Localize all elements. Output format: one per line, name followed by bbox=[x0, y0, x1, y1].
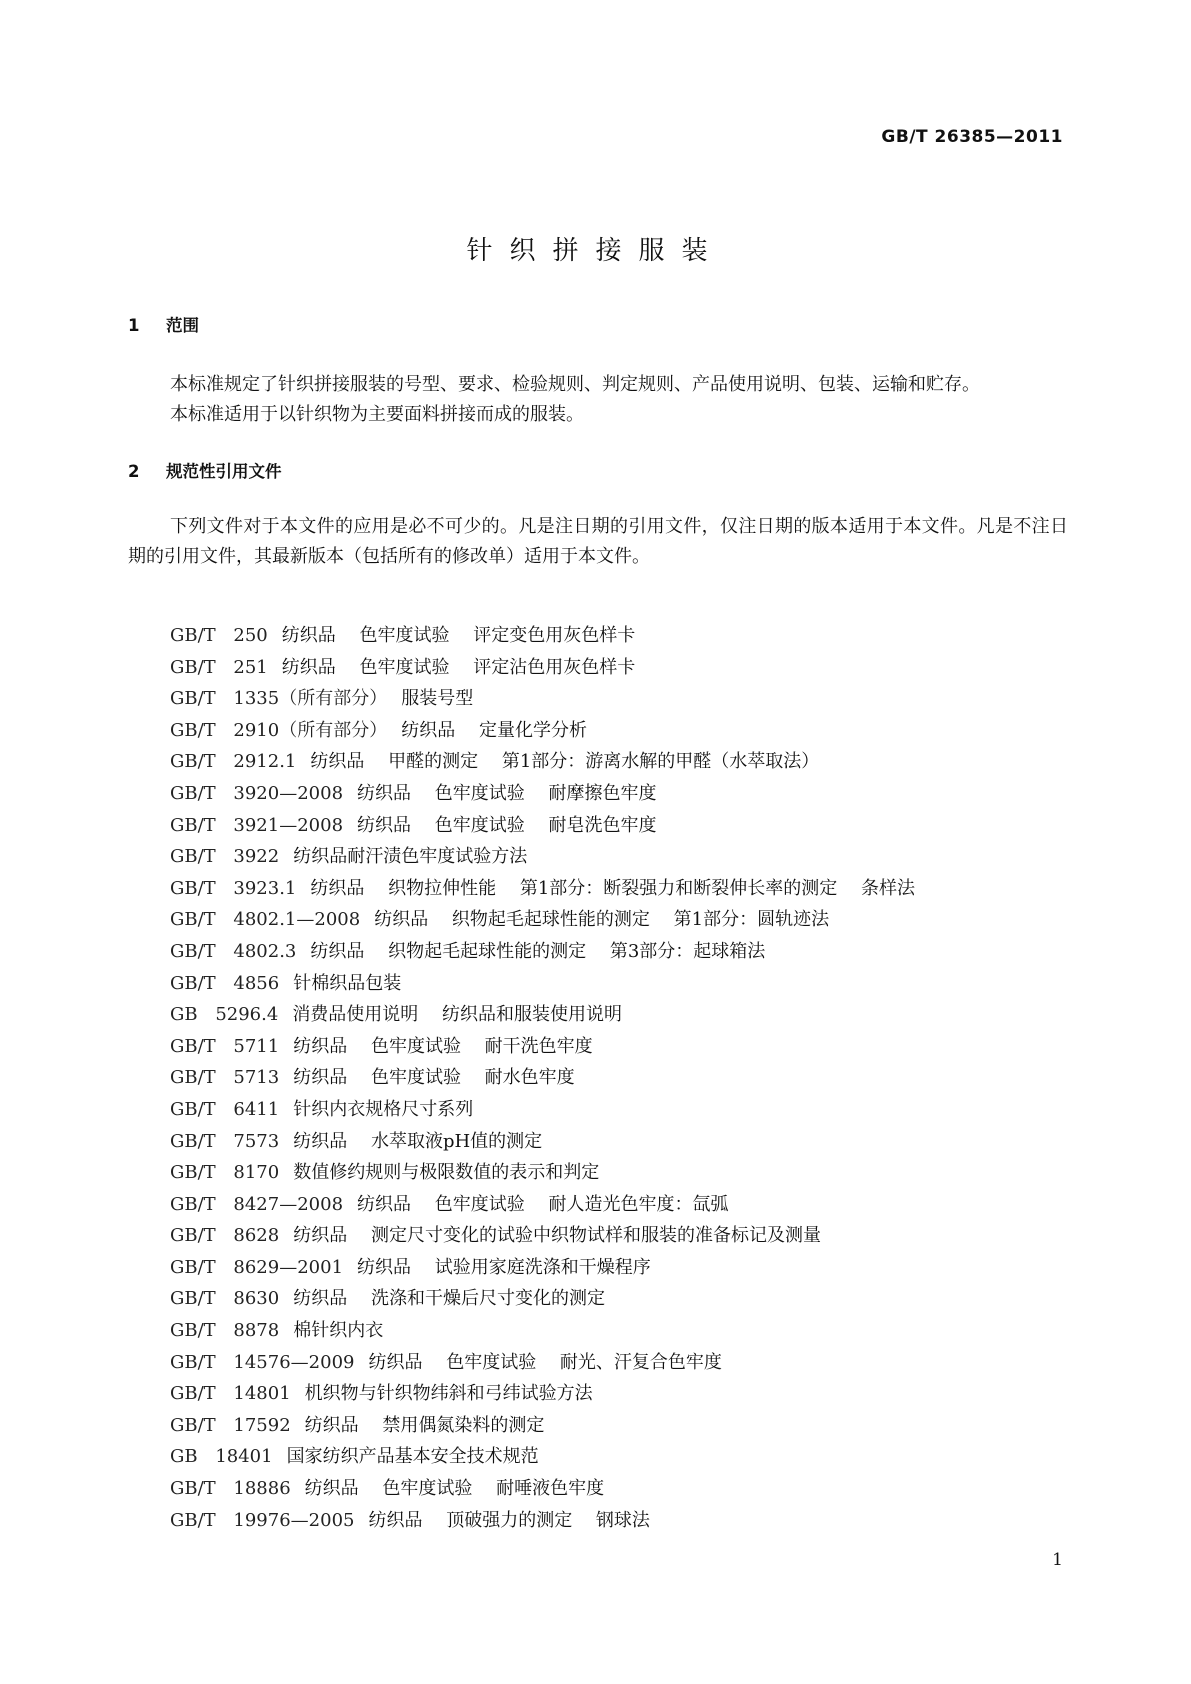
reference-title: 针织内衣规格尺寸系列 bbox=[293, 1098, 474, 1120]
reference-item bbox=[170, 1441, 915, 1473]
reference-title: 纺织品 织物拉伸性能 第1部分：断裂强力和断裂伸长率的测定 条样法 bbox=[310, 877, 916, 899]
reference-code: GB/T 4802.3 bbox=[170, 940, 297, 962]
reference-code: GB/T 2910（所有部分） bbox=[170, 719, 388, 741]
reference-title: 纺织品 禁用偶氮染料的测定 bbox=[304, 1414, 545, 1436]
reference-code: GB/T 8628 bbox=[170, 1225, 280, 1247]
section-heading-normative-refs bbox=[128, 458, 282, 482]
reference-title: 纺织品耐汗渍色牢度试验方法 bbox=[293, 846, 528, 868]
section-title: 规范性引用文件 bbox=[166, 462, 282, 481]
reference-code: GB/T 8630 bbox=[170, 1288, 280, 1310]
reference-title: 针棉织品包装 bbox=[293, 972, 402, 994]
reference-code: GB/T 8629—2001 bbox=[170, 1256, 344, 1278]
reference-code: GB/T 2912.1 bbox=[170, 751, 297, 773]
reference-title: 服装号型 bbox=[401, 688, 474, 710]
reference-title: 纺织品 色牢度试验 评定变色用灰色样卡 bbox=[281, 625, 636, 646]
reference-item bbox=[170, 1378, 915, 1410]
standard-number: GB/T 26385—2011 bbox=[881, 127, 1063, 147]
reference-item bbox=[170, 1031, 915, 1063]
reference-title: 纺织品 色牢度试验 耐干洗色牢度 bbox=[293, 1035, 593, 1057]
reference-code: GB/T 5713 bbox=[170, 1067, 280, 1089]
reference-code: GB/T 19976—2005 bbox=[170, 1509, 355, 1531]
reference-code: GB/T 5711 bbox=[170, 1035, 280, 1057]
reference-title: 纺织品 色牢度试验 耐水色牢度 bbox=[293, 1067, 575, 1089]
reference-title: 纺织品 色牢度试验 耐唾液色牢度 bbox=[304, 1478, 605, 1500]
reference-item bbox=[170, 1126, 915, 1158]
reference-code: GB/T 251 bbox=[170, 656, 268, 678]
reference-title: 纺织品 色牢度试验 耐光、汗复合色牢度 bbox=[368, 1351, 722, 1373]
section-heading-scope bbox=[128, 312, 199, 336]
reference-title: 纺织品 洗涤和干燥后尺寸变化的测定 bbox=[293, 1288, 605, 1310]
reference-item bbox=[170, 1315, 915, 1347]
reference-item bbox=[170, 1157, 915, 1189]
reference-code: GB/T 3922 bbox=[170, 846, 280, 868]
reference-item bbox=[170, 1473, 915, 1505]
reference-item bbox=[170, 683, 915, 715]
reference-item bbox=[170, 620, 915, 652]
reference-title: 纺织品 测定尺寸变化的试验中织物试样和服装的准备标记及测量 bbox=[293, 1225, 821, 1247]
page-number: 1 bbox=[1052, 1550, 1063, 1570]
reference-item bbox=[170, 1189, 915, 1221]
reference-item bbox=[170, 1094, 915, 1126]
reference-code: GB/T 4802.1—2008 bbox=[170, 909, 361, 931]
reference-title: 棉针织内衣 bbox=[293, 1320, 384, 1342]
reference-item bbox=[170, 1347, 915, 1379]
reference-title: 纺织品 定量化学分析 bbox=[401, 719, 587, 741]
scope-paragraph-1: 本标准规定了针织拼接服装的号型、要求、检验规则、判定规则、产品使用说明、包装、运输和贮存。 bbox=[170, 374, 980, 395]
reference-list bbox=[170, 620, 915, 1536]
reference-title: 纺织品 水萃取液pH值的测定 bbox=[293, 1130, 543, 1152]
reference-title: 纺织品 色牢度试验 评定沾色用灰色样卡 bbox=[281, 656, 636, 678]
reference-title: 纺织品 顶破强力的测定 钢球法 bbox=[368, 1509, 650, 1531]
reference-item bbox=[170, 873, 915, 905]
reference-code: GB 5296.4 bbox=[170, 1004, 279, 1026]
reference-code: GB/T 8170 bbox=[170, 1162, 280, 1184]
reference-title: 纺织品 色牢度试验 耐皂洗色牢度 bbox=[357, 814, 657, 836]
scope-paragraph-2: 本标准适用于以针织物为主要面料拼接而成的服装。 bbox=[170, 404, 584, 425]
reference-item bbox=[170, 1410, 915, 1442]
reference-code: GB/T 17592 bbox=[170, 1414, 291, 1436]
reference-code: GB/T 14801 bbox=[170, 1383, 291, 1405]
reference-title: 纺织品 织物起毛起球性能的测定 第1部分：圆轨迹法 bbox=[374, 909, 830, 931]
section-number: 2 bbox=[128, 462, 140, 481]
reference-title: 纺织品 甲醛的测定 第1部分：游离水解的甲醛（水萃取法） bbox=[310, 751, 820, 773]
reference-code: GB/T 4856 bbox=[170, 972, 280, 994]
reference-item bbox=[170, 746, 915, 778]
reference-code: GB/T 7573 bbox=[170, 1130, 280, 1152]
reference-title: 纺织品 试验用家庭洗涤和干燥程序 bbox=[357, 1256, 651, 1278]
normative-refs-intro: 下列文件对于本文件的应用是必不可少的。凡是注日期的引用文件，仅注日期的版本适用于本文件。凡是不注日期的引用文件，其最新版本（包括所有的修改单）适用于本文件。 bbox=[128, 516, 1068, 567]
reference-item bbox=[170, 841, 915, 873]
reference-item bbox=[170, 904, 915, 936]
reference-item bbox=[170, 1283, 915, 1315]
reference-code: GB/T 14576—2009 bbox=[170, 1351, 355, 1373]
document-title: 针织拼接服装 bbox=[466, 236, 725, 266]
section-title: 范围 bbox=[166, 316, 199, 335]
reference-code: GB 18401 bbox=[170, 1446, 273, 1468]
reference-title: 数值修约规则与极限数值的表示和判定 bbox=[293, 1162, 600, 1184]
reference-title: 消费品使用说明 纺织品和服装使用说明 bbox=[292, 1004, 623, 1026]
reference-item bbox=[170, 1220, 915, 1252]
reference-item bbox=[170, 968, 915, 1000]
reference-code: GB/T 8878 bbox=[170, 1320, 280, 1342]
reference-item bbox=[170, 1505, 915, 1537]
section-number: 1 bbox=[128, 316, 140, 335]
reference-item bbox=[170, 1252, 915, 1284]
reference-title: 纺织品 织物起毛起球性能的测定 第3部分：起球箱法 bbox=[310, 940, 766, 962]
reference-title: 机织物与针织物纬斜和弓纬试验方法 bbox=[304, 1383, 593, 1405]
reference-item bbox=[170, 778, 915, 810]
reference-item bbox=[170, 652, 915, 684]
reference-title: 国家纺织产品基本安全技术规范 bbox=[286, 1446, 539, 1468]
reference-item bbox=[170, 936, 915, 968]
reference-code: GB/T 18886 bbox=[170, 1478, 291, 1500]
reference-code: GB/T 6411 bbox=[170, 1098, 280, 1120]
reference-title: 纺织品 色牢度试验 耐摩擦色牢度 bbox=[357, 782, 657, 804]
reference-item bbox=[170, 999, 915, 1031]
reference-title: 纺织品 色牢度试验 耐人造光色牢度：氙弧 bbox=[357, 1193, 729, 1215]
reference-code: GB/T 3920—2008 bbox=[170, 782, 344, 804]
reference-code: GB/T 1335（所有部分） bbox=[170, 688, 388, 710]
reference-code: GB/T 8427—2008 bbox=[170, 1193, 344, 1215]
reference-code: GB/T 3923.1 bbox=[170, 877, 297, 899]
reference-item bbox=[170, 810, 915, 842]
reference-item bbox=[170, 1062, 915, 1094]
reference-code: GB/T 250 bbox=[170, 625, 268, 646]
reference-item bbox=[170, 715, 915, 747]
reference-code: GB/T 3921—2008 bbox=[170, 814, 344, 836]
